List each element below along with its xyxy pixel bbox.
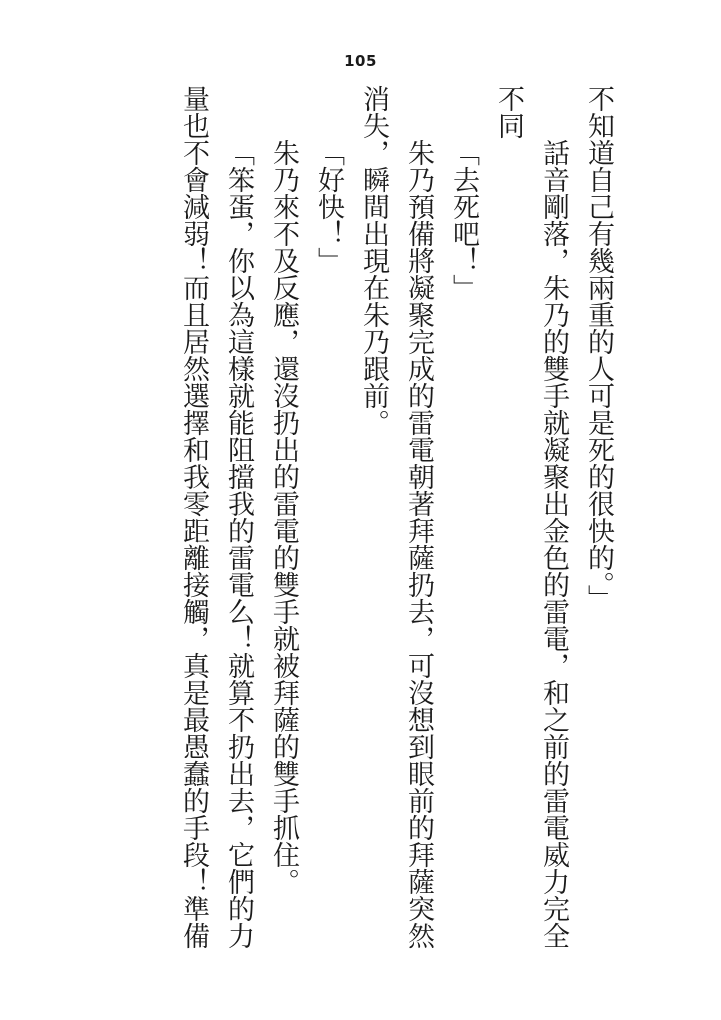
paragraph: 「笨蛋，你以為這樣就能阻擋我的雷電么！就算不扔出去，它們的力量也不會減弱！而且居然選擇和我零距離接觸，真是最愚蠢的手段！準備 <box>179 85 254 949</box>
paragraph: 「去死吧！」 <box>449 139 479 301</box>
paragraph: 不知道自己有幾兩重的人可是死的很快的。」 <box>584 85 614 612</box>
paragraph: 朱乃來不及反應，還沒扔出的雷電的雙手就被拜薩的雙手抓住。 <box>269 139 299 895</box>
paragraph: 話音剛落，朱乃的雙手就凝聚出金色的雷電，和之前的雷電威力完全不同 <box>494 85 569 949</box>
novel-text-block <box>171 85 621 961</box>
paragraph: 「好快！」 <box>314 139 344 274</box>
paragraph: 朱乃預備將凝聚完成的雷電朝著拜薩扔去，可沒想到眼前的拜薩突然消失，瞬間出現在朱乃跟前。 <box>359 85 434 949</box>
page-number: 105 <box>344 52 377 70</box>
